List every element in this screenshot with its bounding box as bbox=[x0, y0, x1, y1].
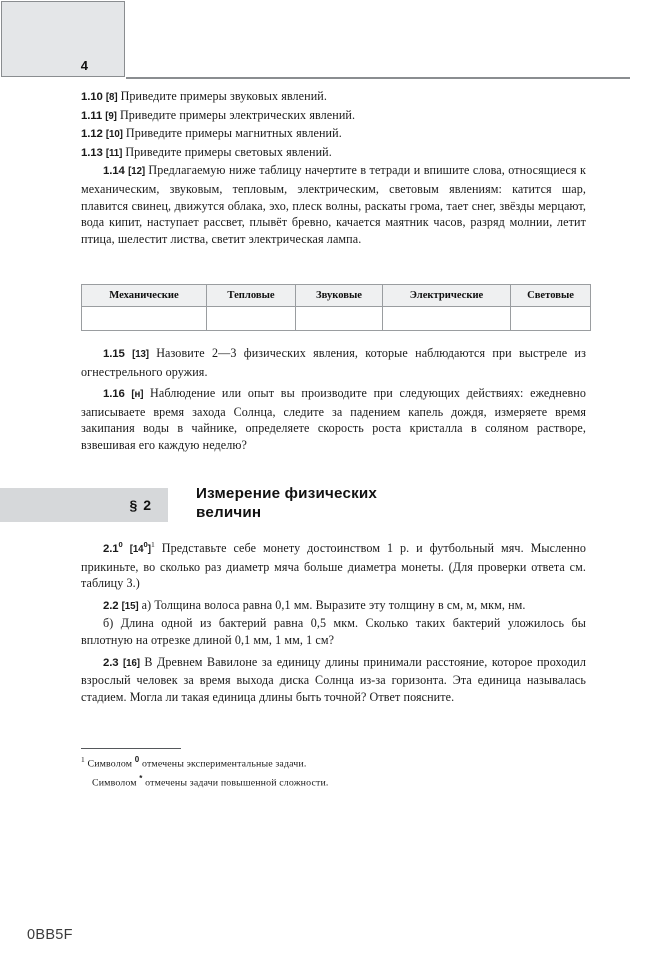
section-band bbox=[0, 488, 168, 522]
question-1-13 bbox=[81, 144, 586, 163]
footnote-symbol-degree: 0 bbox=[134, 755, 140, 764]
question-1-15 bbox=[81, 345, 586, 380]
question-text: Приведите примеры магнитных явлений. bbox=[125, 126, 342, 141]
table-cell bbox=[82, 307, 207, 331]
question-bracket: [9] bbox=[105, 110, 117, 122]
page-number-box bbox=[1, 1, 125, 77]
table-cell bbox=[296, 307, 383, 331]
table-row bbox=[82, 307, 591, 331]
question-number: 2.3 bbox=[103, 656, 119, 669]
table-header-cell: Тепловые bbox=[207, 285, 296, 307]
question-bracket-open: [14 bbox=[129, 544, 144, 556]
question-1-11 bbox=[81, 107, 586, 126]
table-cell bbox=[383, 307, 511, 331]
footnote-text-post: отмечены экспериментальные задачи. bbox=[142, 758, 307, 770]
question-bracket-close: ] bbox=[147, 544, 151, 556]
footnote-line-2 bbox=[81, 772, 501, 791]
question-number: 2.1 bbox=[103, 543, 119, 556]
question-bracket: [15] bbox=[121, 600, 139, 612]
question-1-14 bbox=[81, 162, 586, 247]
question-text: Наблюдение или опыт вы производите при следующих действиях: ежедневно записываете время захода Солнца, следите за падением капель дождя, измеряете время закипания воды в чайнике, определяете скорость роста кристалла в соляном растворе, взвешивая его каждую неделю? bbox=[81, 386, 586, 452]
footnote-separator bbox=[81, 748, 181, 749]
section-title bbox=[196, 484, 496, 522]
table-cell bbox=[511, 307, 591, 331]
questions-bottom-block bbox=[81, 537, 586, 705]
question-number: 1.16 bbox=[103, 388, 125, 401]
question-number: 1.11 bbox=[81, 109, 103, 122]
question-1-12 bbox=[81, 125, 586, 144]
table-header-cell: Звуковые bbox=[296, 285, 383, 307]
question-number: 2.2 bbox=[103, 599, 119, 612]
question-1-16 bbox=[81, 385, 586, 453]
question-text: В Древнем Вавилоне за единицу длины принимали расстояние, которое проходил взрослый человек за время выхода диска Солнца из-за горизонта. Эта единица называлась стадием. Могла ли такая единица длины быть точной? Ответ поясните. bbox=[81, 654, 586, 704]
footnote-line-1 bbox=[81, 753, 501, 772]
question-number-superscript: 0 bbox=[118, 540, 123, 549]
question-bracket: [10] bbox=[105, 129, 123, 141]
question-text: Приведите примеры световых явлений. bbox=[125, 144, 332, 159]
question-number: 1.13 bbox=[81, 146, 103, 159]
page-number: 4 bbox=[80, 58, 88, 73]
watermark-code: 0BB5F bbox=[27, 927, 73, 943]
question-2-2-subitem: б) Длина одной из бактерий равна 0,5 мкм. Сколько таких бактерий уложилось бы вплотную на отрезке длиной 0,1 мм, 1 мм, 1 см? bbox=[81, 616, 586, 647]
table-cell bbox=[207, 307, 296, 331]
question-bracket: [12] bbox=[128, 166, 145, 178]
page-header bbox=[0, 0, 650, 82]
footnote-text-pre: Символом bbox=[87, 758, 133, 770]
footnote-marker: 1 bbox=[81, 755, 85, 764]
footnote-text-pre: Символом bbox=[92, 777, 137, 789]
phenomena-table bbox=[81, 284, 591, 331]
table-header-row bbox=[82, 285, 591, 307]
question-text: Приведите примеры звуковых явлений. bbox=[120, 89, 327, 103]
question-number: 1.10 bbox=[81, 91, 103, 103]
table-header-cell: Световые bbox=[511, 285, 591, 307]
section-mark: § 2 bbox=[129, 497, 152, 513]
question-number: 1.15 bbox=[103, 348, 125, 360]
question-number: 1.12 bbox=[81, 128, 103, 141]
section-title-line-1: Измерение физических bbox=[196, 485, 378, 502]
question-text: а) Толщина волоса равна 0,1 мм. Выразите эту толщину в см, м, мкм, нм. bbox=[141, 597, 526, 612]
question-2-1 bbox=[81, 537, 586, 592]
question-1-10 bbox=[81, 88, 586, 107]
footnote-reference: 1 bbox=[150, 540, 155, 549]
footnote-text-post: отмечены задачи повышенной сложности. bbox=[145, 777, 329, 789]
header-divider bbox=[126, 77, 630, 79]
question-text: Приведите примеры электрических явлений. bbox=[119, 107, 356, 122]
section-title-line-2: величин bbox=[196, 504, 262, 521]
question-text: Назовите 2—3 физических явления, которые наблюдаются при выстреле из огнестрельного оружия. bbox=[81, 346, 586, 379]
question-number: 1.14 bbox=[103, 165, 125, 178]
questions-mid-block bbox=[81, 345, 586, 454]
question-2-3 bbox=[81, 654, 586, 706]
question-bracket: [11] bbox=[105, 147, 123, 159]
question-bracket: [13] bbox=[132, 349, 149, 360]
questions-top-block bbox=[81, 88, 586, 247]
question-2-2 bbox=[81, 597, 586, 616]
question-bracket-superscript: 0 bbox=[143, 540, 148, 549]
footnote-symbol-asterisk: * bbox=[139, 773, 143, 783]
table-header-cell: Электрические bbox=[383, 285, 511, 307]
footnotes-block bbox=[81, 748, 501, 791]
question-text: Представьте себе монету достоинством 1 р. и футбольный мяч. Мысленно прикиньте, во сколько раз диаметр мяча больше диаметра монеты. (Для проверки ответа см. таблицу 3.) bbox=[81, 541, 587, 591]
question-bracket: [16] bbox=[123, 657, 140, 669]
question-text: Предлагаемую ниже таблицу начертите в тетради и впишите слова, относящиеся к механическим, звуковым, тепловым, электрическим, световым явлениям: катится шар, плавится свинец, движутся облака, эхо, плеск волны, раскаты грома, тает снег, звёзды мерцают, вода кипит, наступает рассвет, плывёт бревно, качается маятник часов, разряд молнии, летит птица, шелестит листва, светит электрическая лампа. bbox=[81, 163, 587, 246]
table-header-cell: Механические bbox=[82, 285, 207, 307]
question-bracket: [н] bbox=[131, 389, 144, 401]
question-bracket: [8] bbox=[105, 92, 118, 103]
